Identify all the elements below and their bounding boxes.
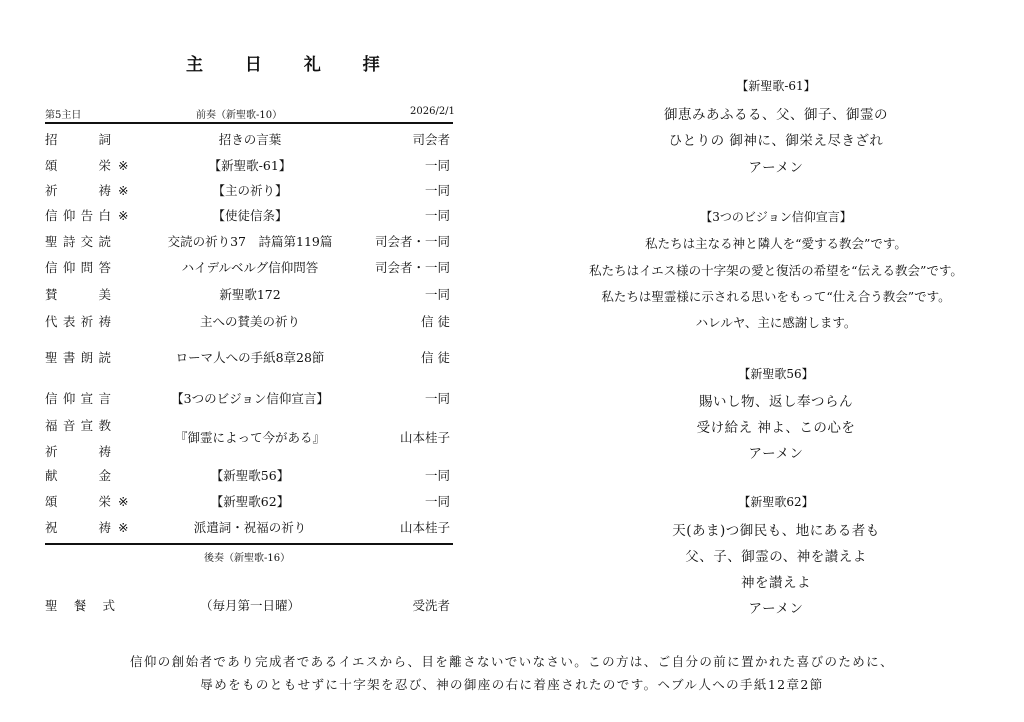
order-leader: 一同 bbox=[424, 468, 450, 483]
hymn62-line: 父、子、御霊の、神を讃えよ bbox=[685, 549, 867, 565]
order-item: 派遣詞・祝福の祈り bbox=[193, 520, 307, 535]
hymn62-line: アーメン bbox=[748, 601, 804, 617]
order-item: 【新聖歌-61】 bbox=[208, 158, 292, 173]
hymn62-line: 天(あま)つ御民も、地にある者も bbox=[672, 523, 880, 539]
hymn62-line: 神を讃えよ bbox=[741, 575, 811, 591]
vision-heading: 【3つのビジョン信仰宣言】 bbox=[700, 210, 852, 224]
top-rule bbox=[45, 122, 453, 124]
order-item: 交読の祈り37 詩篇第119篇 bbox=[167, 234, 333, 249]
standing-mark: ※ bbox=[118, 208, 129, 223]
order-label: 聖詩交読 bbox=[45, 234, 111, 249]
order-item: 『御霊によって今がある』 bbox=[174, 430, 325, 445]
order-item: ハイデルベルグ信仰問答 bbox=[181, 260, 319, 275]
order-label: 頌 栄 bbox=[45, 494, 111, 509]
hymn56-line: 賜いし物、返し奉つらん bbox=[699, 394, 853, 410]
hymn61-heading: 【新聖歌-61】 bbox=[736, 79, 816, 93]
hymn61-line: 御恵みあふるる、父、御子、御霊の bbox=[664, 107, 888, 123]
order-leader: 山本桂子 bbox=[399, 520, 450, 535]
standing-mark: ※ bbox=[118, 520, 129, 535]
standing-mark: ※ bbox=[118, 183, 129, 198]
order-item: 【使徒信条】 bbox=[212, 208, 288, 223]
order-leader: 司会者・一同 bbox=[374, 260, 450, 275]
order-label: 信仰問答 bbox=[45, 260, 111, 275]
order-leader: 山本桂子 bbox=[399, 430, 450, 445]
hymn61-line: アーメン bbox=[748, 160, 804, 176]
communion-label: 聖 餐 式 bbox=[45, 598, 115, 613]
hymn56-line: 受け給え 神よ、この心を bbox=[696, 420, 856, 436]
vision-line: 私たちはイエス様の十字架の愛と復活の希望を“伝える教会”です。 bbox=[589, 263, 963, 278]
hymn56-line: アーメン bbox=[748, 446, 804, 462]
footer-verse-line: 辱めをものともせずに十字架を忍び、神の御座の右に着座されたのです。ヘブル人への手紙12章2節 bbox=[200, 677, 824, 692]
order-label: 祈 祷 bbox=[45, 183, 111, 198]
order-item: ローマ人への手紙8章28節 bbox=[175, 350, 325, 365]
order-leader: 司会者・一同 bbox=[374, 234, 450, 249]
order-item: 招きの言葉 bbox=[218, 132, 282, 147]
order-label: 信仰宣言 bbox=[45, 391, 111, 406]
order-leader: 信 徒 bbox=[421, 314, 450, 329]
order-leader: 一同 bbox=[424, 494, 450, 509]
order-label: 信仰告白 bbox=[45, 208, 111, 223]
order-item: 【主の祈り】 bbox=[212, 183, 288, 198]
week-label: 第5主日 bbox=[45, 110, 82, 121]
order-label: 賛 美 bbox=[45, 287, 111, 302]
order-label: 頌 栄 bbox=[45, 158, 111, 173]
order-item: 【新聖歌62】 bbox=[210, 494, 290, 509]
communion-by: 受洗者 bbox=[412, 598, 450, 613]
order-item: 【3つのビジョン信仰宣言】 bbox=[171, 391, 329, 406]
service-date: 2026/2/1 bbox=[410, 106, 455, 117]
order-leader: 信 徒 bbox=[421, 350, 450, 365]
order-label: 福音宣教 bbox=[45, 418, 111, 433]
hymn62-heading: 【新聖歌62】 bbox=[738, 495, 814, 509]
order-leader: 一同 bbox=[424, 158, 450, 173]
order-label: 代表祈祷 bbox=[45, 314, 111, 329]
order-item: 新聖歌172 bbox=[219, 287, 281, 302]
order-leader: 一同 bbox=[424, 208, 450, 223]
vision-line: 私たちは聖霊様に示される思いをもって“仕え合う教会”です。 bbox=[601, 289, 951, 304]
order-label: 献 金 bbox=[45, 468, 111, 483]
vision-line: ハレルヤ、主に感謝します。 bbox=[695, 315, 857, 330]
order-item: 主への賛美の祈り bbox=[199, 314, 300, 329]
vision-line: 私たちは主なる神と隣人を“愛する教会”です。 bbox=[645, 236, 907, 251]
postlude-label: 後奏（新聖歌-16） bbox=[204, 553, 291, 564]
order-label: 祈 祷 bbox=[45, 444, 111, 459]
standing-mark: ※ bbox=[118, 158, 129, 173]
communion-item: （毎月第一日曜） bbox=[199, 598, 300, 613]
order-leader: 一同 bbox=[424, 183, 450, 198]
order-label: 招 詞 bbox=[45, 132, 111, 147]
page-title: 主 日 礼 拝 bbox=[186, 55, 398, 75]
standing-mark: ※ bbox=[118, 494, 129, 509]
order-leader: 司会者 bbox=[412, 132, 450, 147]
order-leader: 一同 bbox=[424, 287, 450, 302]
hymn56-heading: 【新聖歌56】 bbox=[738, 367, 814, 381]
prelude-label: 前奏（新聖歌-10） bbox=[196, 110, 283, 121]
hymn61-line: ひとりの 御神に、御栄え尽きざれ bbox=[668, 133, 884, 149]
order-leader: 一同 bbox=[424, 391, 450, 406]
order-label: 祝 祷 bbox=[45, 520, 111, 535]
footer-verse-line: 信仰の創始者であり完成者であるイエスから、目を離さないでいなさい。この方は、ご自分の前に置かれた喜びのために、 bbox=[129, 654, 894, 669]
order-label: 聖書朗読 bbox=[45, 350, 111, 365]
bottom-rule bbox=[45, 543, 453, 545]
order-item: 【新聖歌56】 bbox=[210, 468, 290, 483]
